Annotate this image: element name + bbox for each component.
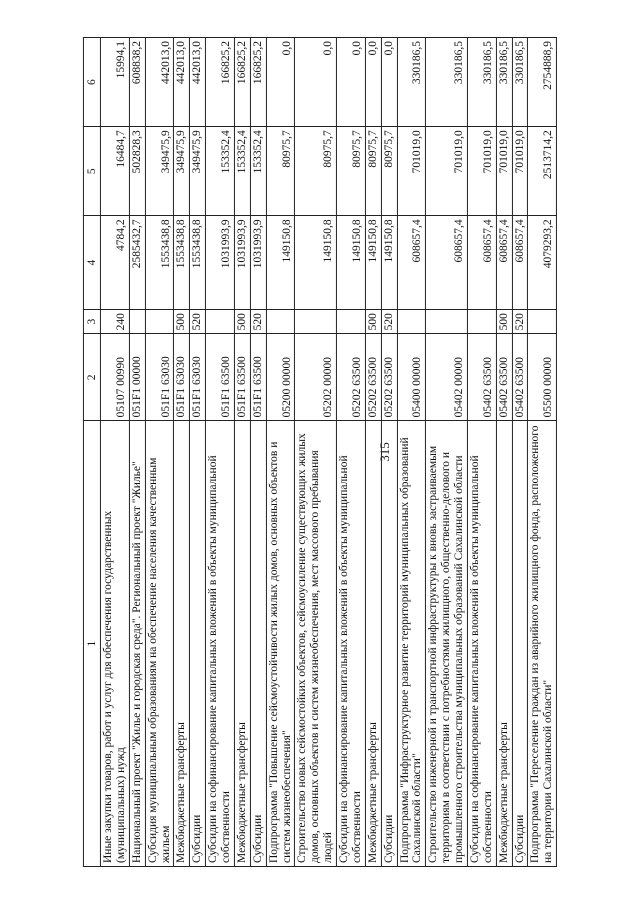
row-name: Межбюджетные трансферты [365,421,381,867]
row-value-col5: 2513714,2 [528,127,557,216]
row-expense-type: 520 [250,309,266,334]
row-value-col4: 1553438,8 [145,216,174,310]
row-name: Межбюджетные трансферты [174,421,190,867]
budget-table [83,37,557,867]
row-value-col6: 330186,5 [512,38,528,127]
row-name: Субсидии на софинансирование капитальных вложений в объекты муниципальной собственности [206,421,235,867]
row-code: 051F1 63030 [190,334,206,421]
table-row [295,38,337,867]
header-col-4: 4 [83,216,100,310]
row-value-col6: 330186,5 [397,38,426,127]
row-value-col5: 153352,4 [206,127,235,216]
row-value-col5: 80975,7 [336,127,365,216]
row-value-col5: 80975,7 [381,127,397,216]
row-code: 05202 63500 [381,334,397,421]
row-expense-type: 500 [496,309,512,334]
row-code: 051F1 00000 [129,334,145,421]
row-expense-type: 500 [234,309,250,334]
rotated-page [83,37,557,867]
row-name: Подпрограмма "Инфраструктурное развитие территорий муниципальных образований Сахалинской области" [397,421,426,867]
row-name: Межбюджетные трансферты [234,421,250,867]
row-value-col5: 349475,9 [174,127,190,216]
row-value-col6: 2754888,9 [528,38,557,127]
row-expense-type [467,309,496,334]
row-code: 05200 00000 [266,334,295,421]
row-value-col5: 80975,7 [295,127,337,216]
row-expense-type: 500 [174,309,190,334]
row-value-col6: 608838,2 [129,38,145,127]
row-value-col6: 0,0 [381,38,397,127]
header-col-5: 5 [83,127,100,216]
row-value-col4: 149150,8 [295,216,337,310]
row-expense-type: 500 [365,309,381,334]
row-code: 05500 00000 [528,334,557,421]
table-row [496,38,512,867]
table-row [512,38,528,867]
table-row [266,38,295,867]
row-value-col6: 166825,2 [206,38,235,127]
table-body [100,38,556,867]
row-code: 05202 63500 [365,334,381,421]
row-expense-type [266,309,295,334]
header-col-1: 1 [83,421,100,867]
row-code: 05202 63500 [336,334,365,421]
table-row [234,38,250,867]
row-expense-type [397,309,426,334]
row-value-col5: 16484,7 [100,127,129,216]
row-code: 05400 00000 [397,334,426,421]
row-value-col4: 1553438,8 [190,216,206,310]
row-expense-type [528,309,557,334]
table-row [206,38,235,867]
table-row [467,38,496,867]
row-expense-type: 520 [190,309,206,334]
row-code: 05402 00000 [426,334,468,421]
row-value-col5: 153352,4 [234,127,250,216]
row-name: Подпрограмма "Повышение сейсмоустойчивости жилых домов, основных объектов и систем жизнеобеспечения" [266,421,295,867]
row-expense-type [145,309,174,334]
row-code: 05402 63500 [467,334,496,421]
table-row [100,38,129,867]
row-value-col4: 149150,8 [336,216,365,310]
row-value-col4: 608657,4 [512,216,528,310]
row-value-col5: 80975,7 [365,127,381,216]
row-value-col6: 166825,2 [234,38,250,127]
row-value-col6: 0,0 [295,38,337,127]
table-row [336,38,365,867]
table-row [250,38,266,867]
row-value-col4: 149150,8 [365,216,381,310]
row-expense-type [336,309,365,334]
row-name: Строительство новых сейсмостойких объектов, сейсмоусиление существующих жилых домов, основных объектов и систем жизнеобеспечения, мест массового пребывания людей [295,421,337,867]
row-value-col6: 0,0 [266,38,295,127]
row-value-col4: 608657,4 [397,216,426,310]
row-value-col6: 0,0 [365,38,381,127]
row-expense-type: 520 [512,309,528,334]
row-expense-type [206,309,235,334]
row-expense-type [129,309,145,334]
row-value-col4: 608657,4 [426,216,468,310]
row-name: Иные закупки товаров, работ и услуг для обеспечения государственных (муниципальных) нужд [100,421,129,867]
row-value-col4: 608657,4 [496,216,512,310]
page-number: 315 [377,442,392,462]
row-value-col5: 153352,4 [250,127,266,216]
row-value-col4: 4784,2 [100,216,129,310]
row-value-col4: 2585432,7 [129,216,145,310]
row-value-col5: 701019,0 [496,127,512,216]
row-name: Национальный проект "Жилье и городская среда". Региональный проект "Жилье" [129,421,145,867]
table-row [381,38,397,867]
row-value-col4: 4079293,2 [528,216,557,310]
row-name: Субсидии [250,421,266,867]
row-value-col5: 701019,0 [512,127,528,216]
row-name: Субсидия муниципальным образованиям на обеспечение населения качественным жильем [145,421,174,867]
row-name: Субсидии [381,421,397,867]
row-value-col4: 608657,4 [467,216,496,310]
row-value-col6: 166825,2 [250,38,266,127]
row-value-col4: 149150,8 [266,216,295,310]
row-value-col4: 1031993,9 [250,216,266,310]
header-row [83,38,100,867]
row-value-col4: 149150,8 [381,216,397,310]
row-value-col5: 502828,3 [129,127,145,216]
row-value-col6: 330186,5 [426,38,468,127]
row-value-col4: 1553438,8 [174,216,190,310]
table-row [365,38,381,867]
table-row [426,38,468,867]
row-code: 05402 63500 [512,334,528,421]
row-code: 05402 63500 [496,334,512,421]
row-value-col6: 442013,0 [190,38,206,127]
row-name: Строительство инженерной и транспортной инфраструктуры к вновь застраиваемым территориям в соответствии с потребностями жилищного, общественно-делового и промышленного строительства муниципальных образований Сахалинской области [426,421,468,867]
row-code: 051F1 63500 [250,334,266,421]
row-expense-type [295,309,337,334]
row-code: 051F1 63030 [174,334,190,421]
row-value-col5: 349475,9 [190,127,206,216]
row-code: 051F1 63500 [206,334,235,421]
table-row [528,38,557,867]
row-value-col5: 349475,9 [145,127,174,216]
table-row [174,38,190,867]
header-col-3: 3 [83,309,100,334]
row-value-col4: 1031993,9 [206,216,235,310]
row-value-col5: 701019,0 [467,127,496,216]
row-code: 05202 00000 [295,334,337,421]
row-expense-type: 240 [100,309,129,334]
row-name: Субсидии [512,421,528,867]
table-row [145,38,174,867]
header-col-2: 2 [83,334,100,421]
row-value-col6: 0,0 [336,38,365,127]
table-row [190,38,206,867]
row-name: Субсидии [190,421,206,867]
table-row [397,38,426,867]
row-value-col5: 701019,0 [426,127,468,216]
row-code: 051F1 63500 [234,334,250,421]
row-code: 05107 00990 [100,334,129,421]
row-value-col4: 1031993,9 [234,216,250,310]
row-value-col6: 442013,0 [145,38,174,127]
table-row [129,38,145,867]
row-name: Подпрограмма "Переселение граждан из аварийного жилищного фонда, расположенного на территории Сахалинской области" [528,421,557,867]
row-expense-type: 520 [381,309,397,334]
row-code: 051F1 63030 [145,334,174,421]
header-col-6: 6 [83,38,100,127]
row-value-col6: 442013,0 [174,38,190,127]
row-value-col6: 15994,1 [100,38,129,127]
row-value-col6: 330186,5 [467,38,496,127]
row-expense-type [426,309,468,334]
row-value-col5: 701019,0 [397,127,426,216]
row-name: Межбюджетные трансферты [496,421,512,867]
row-name: Субсидии на софинансирование капитальных вложений в объекты муниципальной собственности [336,421,365,867]
row-name: Субсидии на софинансирование капитальных вложений в объекты муниципальной собственности [467,421,496,867]
row-value-col5: 80975,7 [266,127,295,216]
row-value-col6: 330186,5 [496,38,512,127]
